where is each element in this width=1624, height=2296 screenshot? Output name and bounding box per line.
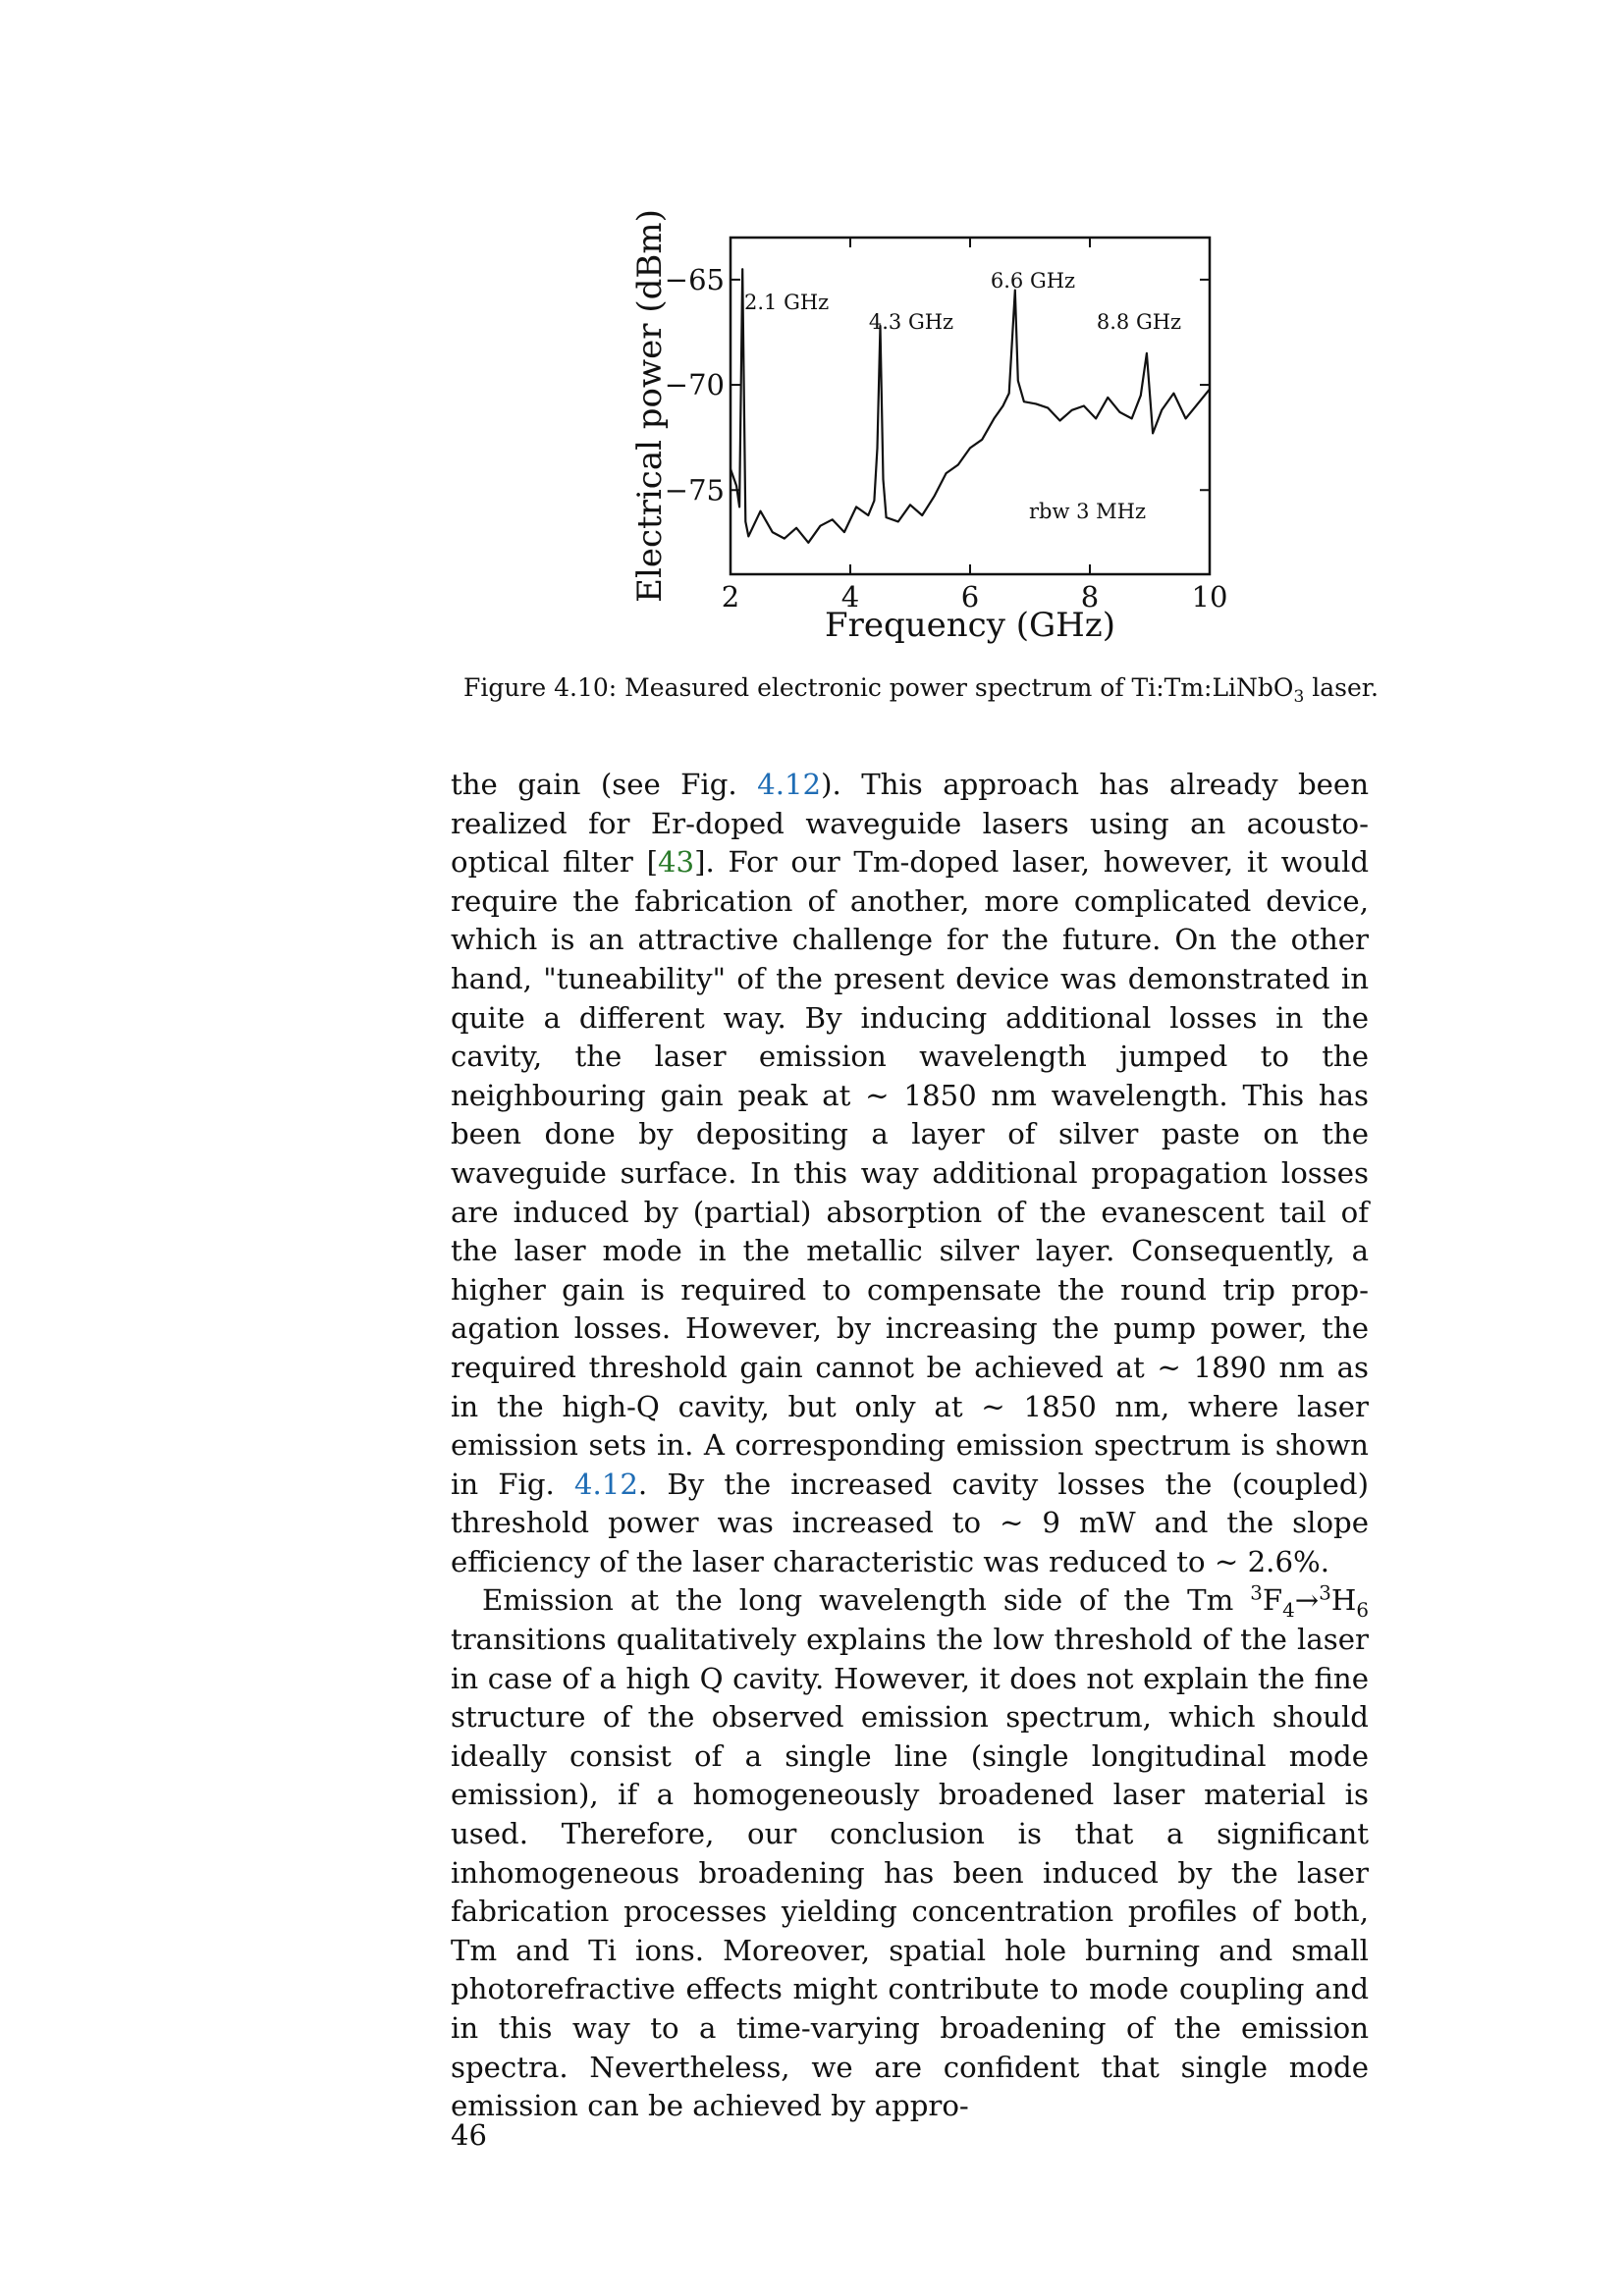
p2-text-1: Emission at the long wavelength side of the Tm [482, 1583, 1251, 1618]
data-point [909, 504, 911, 506]
data-point [808, 542, 810, 544]
y-tick-label: −75 [664, 473, 725, 507]
data-point [843, 531, 845, 533]
data-point [946, 472, 947, 474]
data-point [795, 527, 797, 529]
data-point [994, 418, 996, 420]
y-tick-label: −70 [664, 368, 725, 402]
x-tick-label: 8 [1080, 580, 1100, 614]
data-point [1017, 380, 1019, 382]
p2-sub-1: 4 [1282, 1599, 1295, 1623]
y-tick-label: −65 [664, 262, 725, 296]
data-point [897, 521, 899, 523]
caption-subscript: 3 [1293, 687, 1305, 707]
x-axis-label: Frequency (GHz) [825, 606, 1115, 645]
data-point [1152, 433, 1154, 435]
p2-f: F [1262, 1583, 1283, 1618]
data-point [1146, 352, 1148, 354]
p1-text-3: ]. For our Tm-doped laser, however, it would require the fabrication of another, more complicated device, which is an attractive challenge for the future. On the other hand, "tuneability" of the present device was demonstrated in quite a different way. By inducing additional losses in the cavity, the laser emission wavelength jumped to the neighbouring gain peak at ∼ 1850 nm wavelength. This has been done by depositing a layer of silver paste on the waveguide surface. In this way additional propagation losses are induced by (partial) absorption of the evanescent tail of the laser mode in the metallic silver layer. Consequently, a higher gain is required to compensate the round trip propagation losses. However, by increasing the pump power, the required threshold gain cannot be achieved at ∼ 1890 nm as in the high-Q cavity, but only at ∼ 1850 nm, where laser emission sets in. A corresponding emission spectrum is shown in Fig. [451, 845, 1369, 1501]
data-point [1083, 405, 1085, 407]
p2-arrow: → [1294, 1583, 1320, 1618]
data-point [772, 531, 774, 533]
p2-text-2: transitions qualitatively explains the low threshold of the laser in case of a high Q cavity. However, it does not explain the fine structure of the observed emission spectrum, which should ideally consist of a single line (single longitudinal mode emission), if a homogeneously broadened laser material is used. Therefore, our conclusion is that a significant inhomogeneous broadening has been induced by the laser fabrication processes yielding concentration profiles of both, Tm and Ti ions. Moreover, spatial hole burning and small photorefractive effects might contribute to mode coupling and in this way to a time-varying broadening of the emission spectra. Nevertheless, we are confident that single mode emission can be achieved by appro- [451, 1623, 1369, 2123]
data-point [820, 525, 822, 527]
p1-text-2: ). This approach has already been realized for Er-doped waveguide lasers using an acousto-optical filter [ [451, 768, 1370, 880]
data-point [1035, 403, 1037, 405]
data-point [1185, 418, 1187, 420]
paragraph-2 [451, 1581, 1369, 2125]
data-point [1209, 389, 1211, 391]
annotation-2-1-ghz: 2.1 GHz [744, 291, 830, 314]
data-point [1008, 393, 1010, 395]
data-point [874, 500, 876, 502]
data-point [741, 268, 743, 270]
citation-link[interactable]: 43 [657, 845, 695, 880]
data-point [735, 485, 737, 487]
data-point [981, 439, 983, 441]
data-point [784, 538, 785, 540]
data-point [730, 468, 731, 470]
page-number: 46 [451, 2118, 487, 2152]
data-point [1071, 409, 1073, 411]
data-point [1059, 420, 1061, 422]
data-point [934, 496, 936, 498]
caption-suffix: laser. [1304, 673, 1379, 702]
data-point [886, 516, 888, 518]
figure-ref-link-2[interactable]: 4.12 [573, 1467, 638, 1501]
data-point [868, 514, 870, 516]
data-point [921, 514, 923, 516]
x-tick-label: 2 [721, 580, 740, 614]
data-point [744, 521, 746, 523]
figure-ref-link[interactable]: 4.12 [757, 768, 822, 801]
data-point [1002, 405, 1004, 407]
data-point [760, 510, 762, 512]
data-point [883, 479, 885, 481]
x-tick-label: 4 [840, 580, 860, 614]
x-tick-label: 10 [1191, 580, 1228, 614]
data-point [877, 448, 879, 450]
data-point [832, 518, 834, 520]
data-point [1023, 400, 1025, 402]
data-point [1119, 411, 1121, 413]
data-point [748, 536, 750, 538]
caption-text: Figure 4.10: Measured electronic power spectrum of Ti:Tm:LiNbO [463, 673, 1294, 702]
x-tick-label: 6 [960, 580, 980, 614]
data-point [969, 448, 971, 450]
annotation-8-8-ghz: 8.8 GHz [1096, 310, 1182, 334]
paragraph-1 [451, 766, 1369, 1581]
p2-sub-2: 6 [1356, 1599, 1369, 1623]
annotation-6-6-ghz: 6.6 GHz [990, 269, 1076, 293]
data-point [1140, 395, 1142, 397]
data-point [1095, 418, 1097, 420]
data-point [1161, 409, 1163, 411]
data-point [1048, 407, 1050, 409]
data-point [855, 507, 857, 508]
p2-h: H [1330, 1583, 1357, 1618]
spectrum-chart [0, 0, 1624, 667]
annotation-4-3-ghz: 4.3 GHz [868, 310, 954, 334]
data-point [1173, 393, 1175, 395]
data-point [1131, 418, 1133, 420]
data-point [957, 464, 959, 466]
y-axis-label: Electrical power (dBm) [630, 209, 670, 603]
data-point [1108, 397, 1110, 399]
annotation-rbw: rbw 3 MHz [1029, 500, 1147, 523]
p2-sup-2: 3 [1319, 1581, 1331, 1605]
figure-caption [463, 671, 1445, 705]
spectrum-figure [0, 0, 1624, 667]
body-text [451, 766, 1369, 2126]
data-point [1197, 403, 1199, 405]
p1-text-4: . By the increased cavity losses the (coupled) threshold power was increased to ∼ 9 mW and the slope efficiency of the laser characteristic was reduced to ∼ 2.6%. [451, 1467, 1369, 1578]
p1-text-1: the gain (see Fig. [451, 768, 758, 801]
data-point [1011, 342, 1013, 344]
p2-sup-1: 3 [1250, 1581, 1263, 1605]
data-point [738, 507, 740, 508]
